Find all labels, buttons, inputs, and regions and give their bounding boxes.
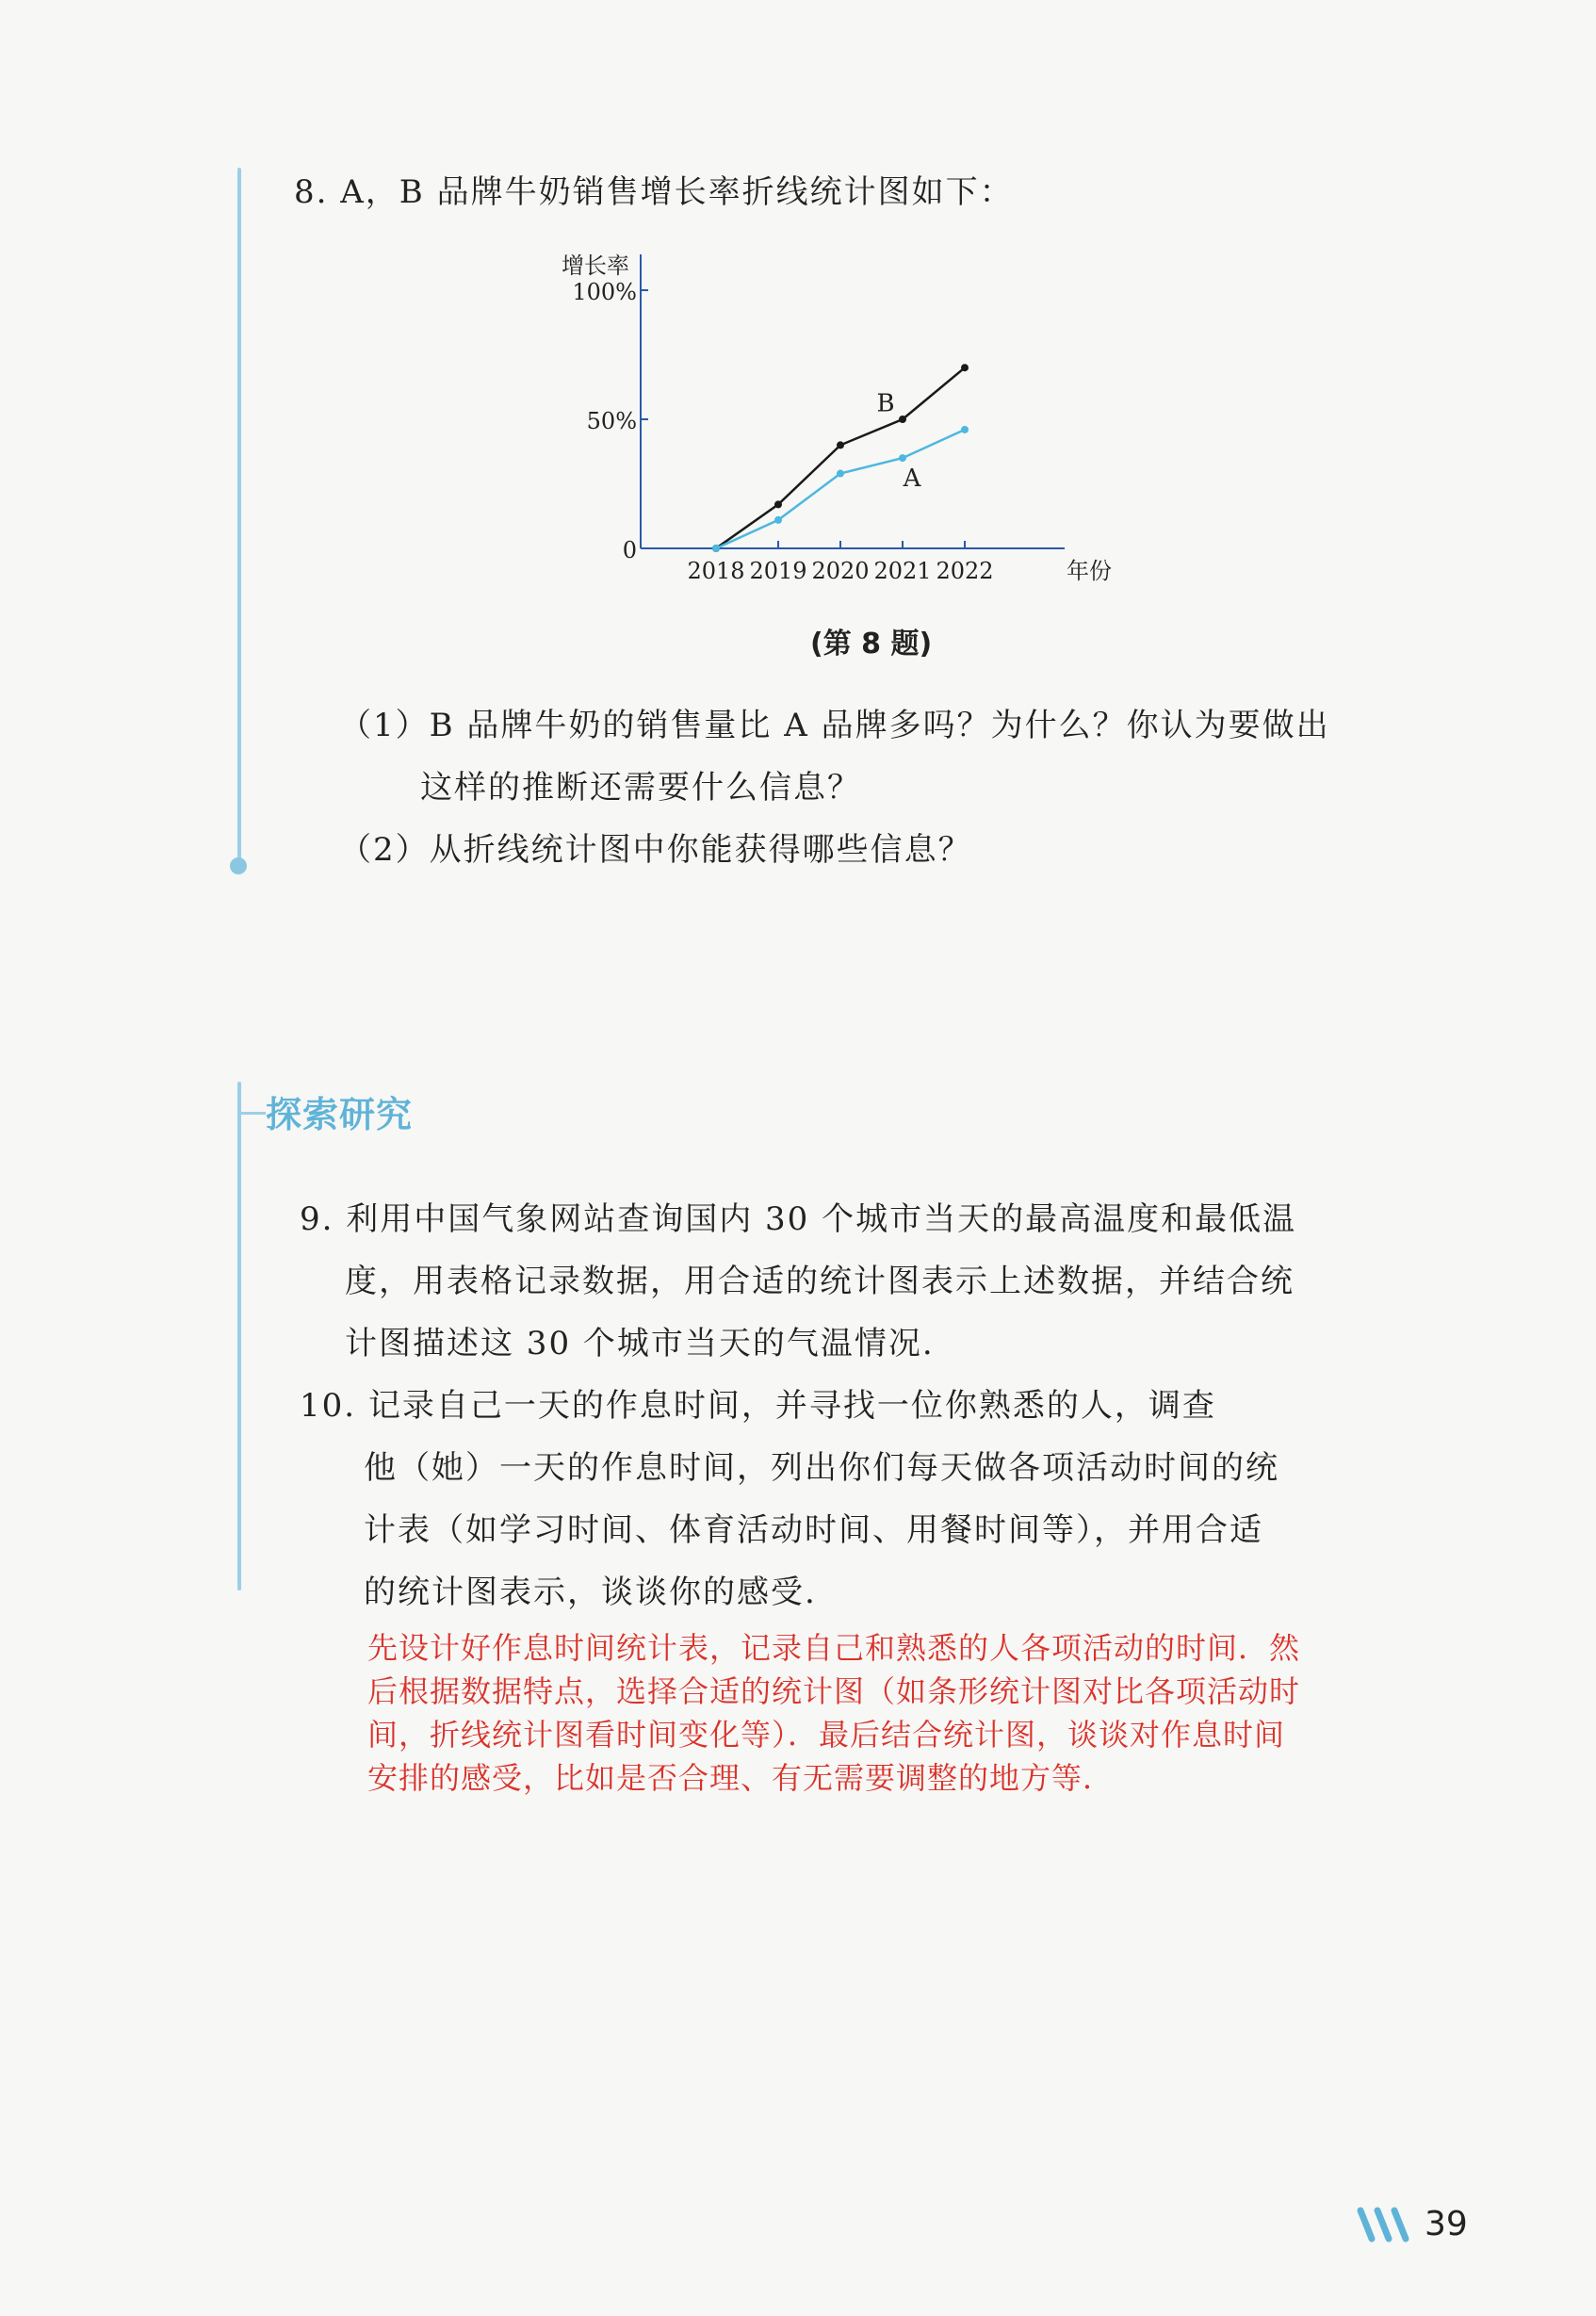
x-tick-label: 2020 — [811, 558, 870, 584]
x-tick-label: 2021 — [873, 558, 932, 584]
answer-line1: 先设计好作息时间统计表，记录自己和熟悉的人各项活动的时间．然 — [367, 1630, 1301, 1666]
y-tick-label: 50% — [586, 408, 637, 434]
q9-line1: 9. 利用中国气象网站查询国内 30 个城市当天的最高温度和最低温 — [300, 1200, 1297, 1238]
x-tick-label: 2022 — [936, 558, 994, 584]
accent-line-top — [237, 168, 241, 865]
section-marker — [237, 1112, 266, 1115]
series-label-B: B — [876, 389, 895, 418]
answer-line2: 后根据数据特点，选择合适的统计图（如条形统计图对比各项活动时 — [367, 1673, 1301, 1709]
q9-line3: 计图描述这 30 个城市当天的气温情况. — [345, 1325, 935, 1362]
data-point-A — [961, 426, 969, 433]
data-point-B — [774, 500, 782, 508]
y-axis-label: 增长率 — [562, 253, 629, 279]
page-stripes-icon — [1357, 2207, 1419, 2244]
y-tick-label: 100% — [572, 279, 637, 305]
growth-rate-line-chart — [537, 245, 1112, 603]
x-tick-label: 2019 — [749, 558, 807, 584]
q8-sub1-line2: 这样的推断还需要什么信息？ — [420, 769, 861, 807]
data-point-A — [837, 470, 844, 478]
data-point-B — [837, 441, 844, 449]
section-title: 探索研究 — [266, 1094, 414, 1135]
answer-line4: 安排的感受，比如是否合理、有无需要调整的地方等． — [367, 1760, 1115, 1796]
x-tick-label: 2018 — [687, 558, 745, 584]
q8-sub2: （2）从折线统计图中你能获得哪些信息？ — [339, 831, 972, 869]
accent-line-bottom — [237, 1082, 241, 1590]
data-point-B — [961, 364, 969, 371]
data-point-A — [899, 454, 906, 462]
data-point-B — [899, 416, 906, 423]
data-point-A — [712, 545, 720, 552]
x-axis-label: 年份 — [1067, 558, 1112, 584]
page-number: 39 — [1425, 2205, 1468, 2243]
data-point-A — [774, 516, 782, 524]
q8-sub1-line1: （1）B 品牌牛奶的销售量比 A 品牌多吗？为什么？你认为要做出 — [339, 707, 1330, 744]
q9-line2: 度，用表格记录数据，用合适的统计图表示上述数据，并结合统 — [345, 1263, 1295, 1300]
answer-line3: 间，折线统计图看时间变化等）．最后结合统计图，谈谈对作息时间 — [367, 1717, 1286, 1753]
q8-caption: (第 8 题) — [810, 628, 933, 661]
q10-line2: 他（她）一天的作息时间，列出你们每天做各项活动时间的统 — [364, 1449, 1279, 1487]
y-tick-label: 0 — [622, 537, 637, 563]
q10-line4: 的统计图表示，谈谈你的感受. — [364, 1574, 817, 1611]
q8-stem: 8. A，B 品牌牛奶销售增长率折线统计图如下： — [294, 173, 1014, 211]
q10-line1: 10. 记录自己一天的作息时间，并寻找一位你熟悉的人，调查 — [300, 1387, 1216, 1425]
series-line-B — [716, 367, 965, 548]
series-label-A: A — [903, 465, 921, 494]
q10-line3: 计表（如学习时间、体育活动时间、用餐时间等），并用合适 — [364, 1511, 1263, 1549]
accent-dot — [230, 857, 247, 874]
